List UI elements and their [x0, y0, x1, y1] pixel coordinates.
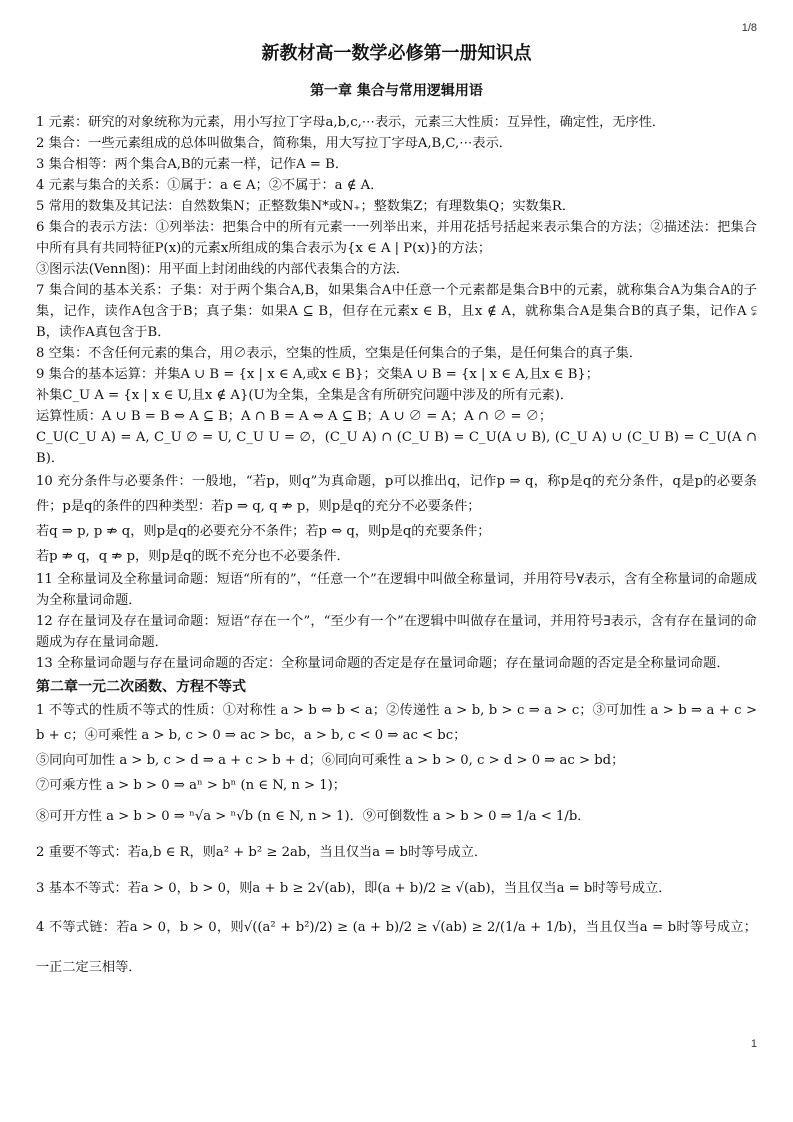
ch1-item-13-negation: 13 全称量词命题与存在量词命题的否定：全称量词命题的否定是存在量词命题；存在量词命题的否定是全称量词命题． [36, 656, 730, 671]
ch1-item-8-empty-set: 8 空集：不含任何元素的集合，用∅表示，空集的性质，空集是任何集合的子集，是任何集合的真子集． [36, 346, 643, 361]
ch1-item-7-subsets: 7 集合间的基本关系：子集：对于两个集合A,B，如果集合A中任意一个元素都是集合B中的元素，就称集合A为集合A的子集，记作，读作A包含于B；真子集：如果A ⊆ B，但存在元素x ∈ B，且x ∉ A，就称集合A是集合B的真子集，记作A ⫋ B，读作A真包含于B． [36, 283, 757, 340]
ch1-item-9-properties: 运算性质：A ∪ B = B ⇔ A ⊆ B；A ∩ B = A ⇔ A ⊆ B；A ∪ ∅ = A；A ∩ ∅ = ∅； [36, 409, 553, 424]
ch1-item-10-conditions: 10 充分条件与必要条件：一般地，“若p，则q”为真命题，p可以推出q，记作p ⇒ q，称p是q的充分条件，q是p的必要条件；p是q的条件的四种类型：若p ⇒ q, q ⇏ p，则p是q的充分不必要条件； [36, 474, 757, 514]
ch1-item-6-venn: ③图示法(Venn图)：用平面上封闭曲线的内部代表集合的方法． [36, 262, 410, 277]
ch1-item-6-set-notation: 6 集合的表示方法：①列举法：把集合中的所有元素一一列举出来，并用花括号括起来表示集合的方法；②描述法：把集合中所有具有共同特征P(x)的元素x所组成的集合表示为{x ∈ A | P(x)}的方法； [36, 220, 757, 256]
ch2-item-1-roots: ⑧可开方性 a > b > 0 ⇒ ⁿ√a > ⁿ√b (n ∈ N, n > 1)．⑨可倒数性 a > b > 0 ⇒ 1/a < 1/b． [36, 809, 591, 824]
ch1-item-9-operations: 9 集合的基本运算：并集A ∪ B = {x | x ∈ A,或x ∈ B}；交集A ∪ B = {x | x ∈ A,且x ∈ B}； [36, 367, 599, 382]
ch1-item-10-neither: 若p ⇏ q，q ⇏ p，则p是q的既不充分也不必要条件． [36, 549, 350, 564]
ch1-item-4-membership: 4 元素与集合的关系：①属于：a ∈ A；②不属于：a ∉ A． [36, 178, 384, 193]
ch2-item-3-basic: 3 基本不等式：若a > 0，b > 0，则a + b ≥ 2√(ab)，即(a + b)/2 ≥ √(ab)，当且仅当a = b时等号成立． [36, 881, 672, 896]
ch2-item-2-important: 2 重要不等式：若a,b ∈ R，则a² + b² ≥ 2ab，当且仅当a = b时等号成立． [36, 845, 488, 860]
document-title: 新教材高一数学必修第一册知识点 [261, 43, 532, 64]
chapter-1-title: 第一章 集合与常用逻辑用语 [310, 83, 483, 99]
ch1-item-10-necessary: 若q ⇒ p, p ⇏ q，则p是q的必要充分不条件；若p ⇔ q，则p是q的充要条件； [36, 524, 491, 539]
ch1-item-9-complement-laws: C_U(C_U A) = A, C_U ∅ = U, C_U U = ∅，(C_U A) ∩ (C_U B) = C_U(A ∪ B), (C_U A) ∪ (C_U B) = C_U(A ∩ B)． [36, 430, 757, 466]
ch2-item-1-additive: ⑤同向可加性 a > b, c > d ⇒ a + c > b + d；⑥同向可乘性 a > b > 0, c > d > 0 ⇒ ac > bd； [36, 753, 625, 768]
ch1-item-11-universal: 11 全称量词及全称量词命题：短语“所有的”，“任意一个”在逻辑中叫做全称量词，并用符号∀表示，含有全称量词的命题成为全称量词命题． [36, 572, 757, 608]
ch2-item-1-power: ⑦可乘方性 a > b > 0 ⇒ aⁿ > bⁿ (n ∈ N, n > 1)； [36, 778, 346, 793]
ch1-item-3-set-equality: 3 集合相等：两个集合A,B的元素一样，记作A = B． [36, 157, 349, 172]
ch1-item-1-element: 1 元素：研究的对象统称为元素，用小写拉丁字母a,b,c,⋯表示，元素三大性质：互异性，确定性，无序性． [36, 115, 666, 130]
document-body [36, 40, 757, 988]
ch1-item-9-complement: 补集C_U A = {x | x ∈ U,且x ∉ A}(U为全集，全集是含有所研究问题中涉及的所有元素)． [36, 388, 574, 403]
page-number: 1 [750, 1038, 757, 1050]
ch1-item-12-existential: 12 存在量词及存在量词命题：短语“存在一个”，“至少有一个”在逻辑中叫做存在量词，并用符号∃表示，含有存在量词的命题成为存在量词命题． [36, 614, 757, 650]
page-counter: 1/8 [741, 22, 757, 34]
ch2-item-1-properties: 1 不等式的性质不等式的性质：①对称性 a > b ⇔ b < a；②传递性 a > b, b > c ⇒ a > c；③可加性 a > b ⇒ a + c > b + c；④可乘性 a > b, c > 0 ⇒ ac > bc，a > b, c < 0 ⇒ ac < bc； [36, 703, 758, 743]
ch1-item-5-number-sets: 5 常用的数集及其记法：自然数集N；正整数集N*或N₊；整数集Z；有理数集Q；实数集R． [36, 199, 576, 214]
ch1-item-2-set: 2 集合：一些元素组成的总体叫做集合，简称集，用大写拉丁字母A,B,C,⋯表示． [36, 136, 512, 151]
chapter-2-title: 第二章一元二次函数、方程不等式 [36, 679, 246, 695]
ch2-item-4-chain: 4 不等式链：若a > 0，b > 0，则√((a² + b²)/2) ≥ (a + b)/2 ≥ √(ab) ≥ 2/(1/a + 1/b)，当且仅当a = b时等号成立；一正二定三相等． [36, 920, 757, 975]
